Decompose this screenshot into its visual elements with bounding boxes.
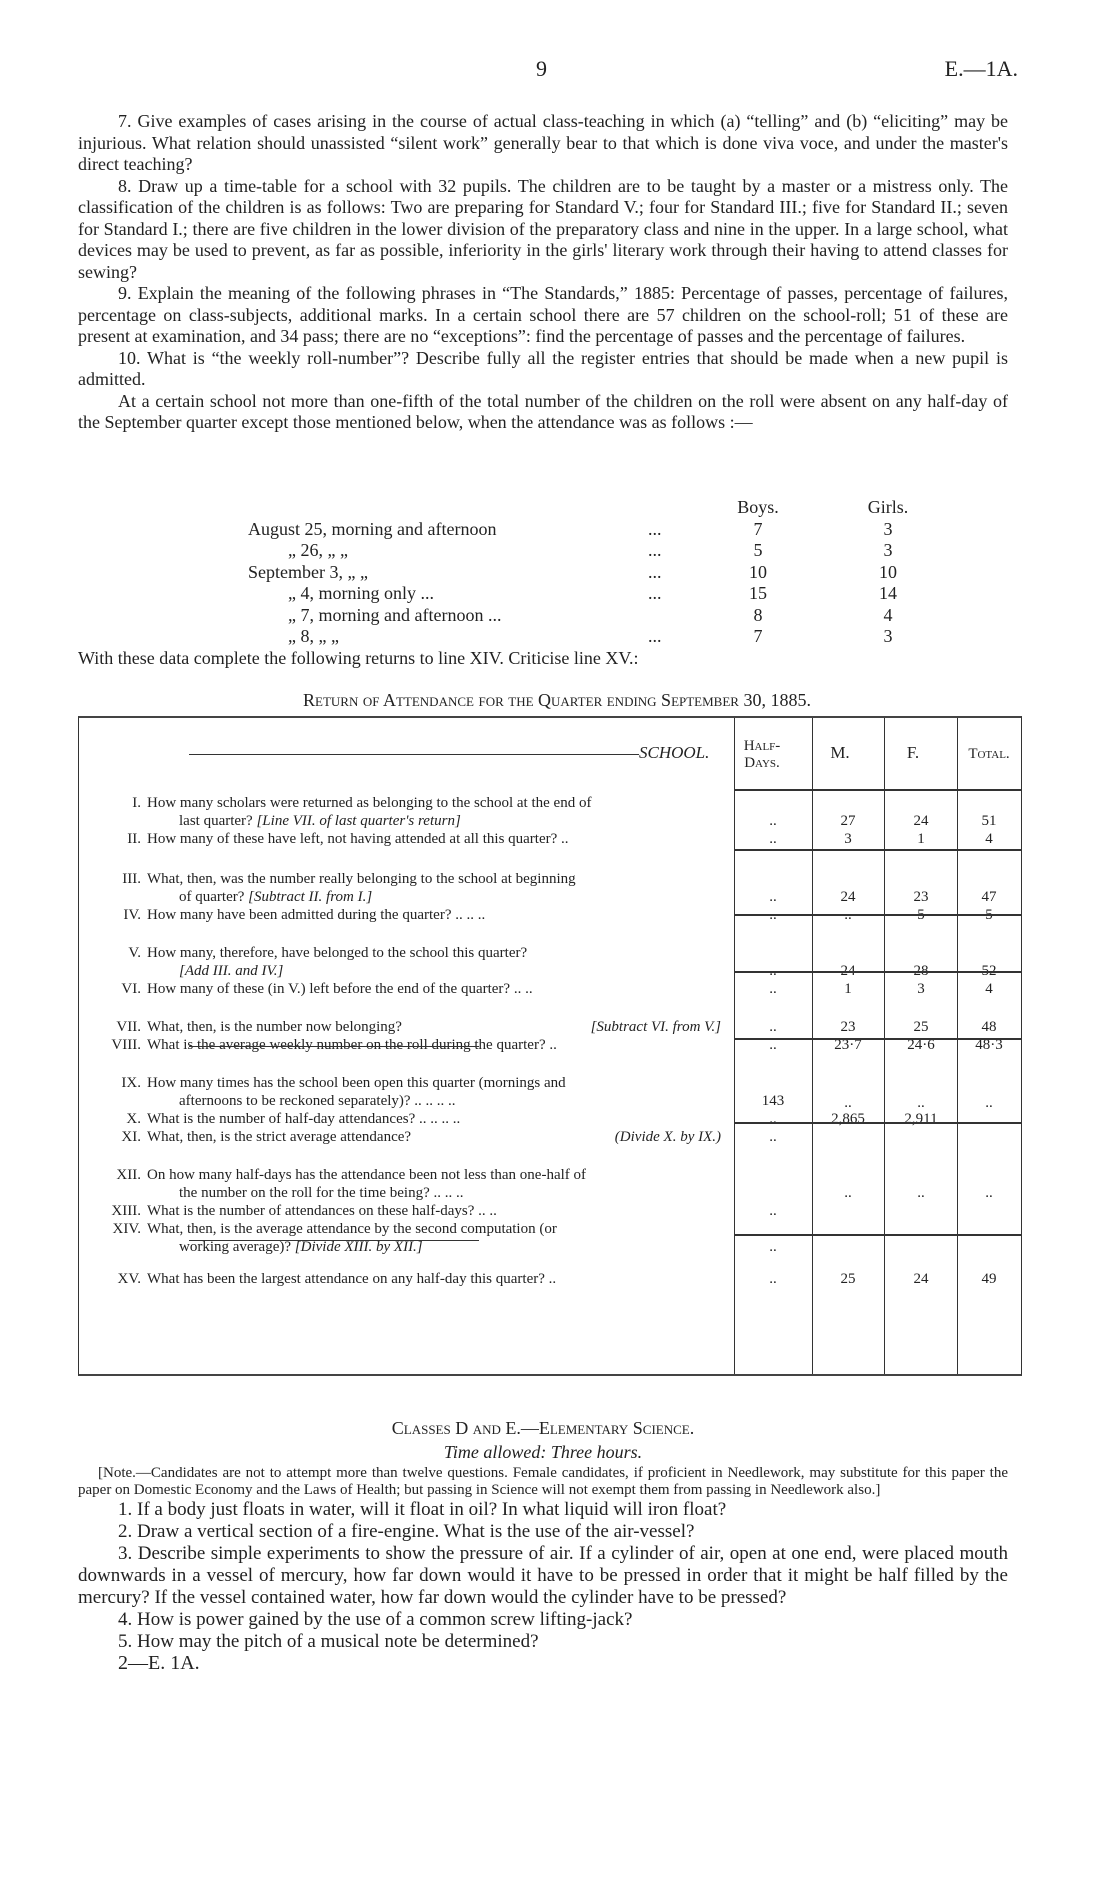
row-number: XIII. [111, 1203, 141, 1219]
cell-f: 25 [913, 1019, 929, 1035]
question-9: 9. Explain the meaning of the following phrases in “The Standards,” 1885: Percentage of passes, percentage of failures, percentage on class-subjects, additional marks. In a certain school there are 57 children on the school-roll; 51 of these are present at examination, and 34 pass; there are no “exceptions”: find the percentage of passes and the percentage of failures. [78, 283, 1008, 346]
attendance-boys: 8 [753, 604, 763, 625]
f-header: F. [906, 743, 920, 762]
row-question: How many scholars were returned as belonging to the school at the end of [147, 795, 592, 811]
m-header: M. [830, 743, 850, 762]
cell-f: 24 [913, 1271, 929, 1287]
attendance-row [248, 605, 968, 627]
cell-half-days: .. [769, 1129, 777, 1145]
cell-half-days: 143 [761, 1093, 785, 1109]
row-note: [Subtract VI. from V.] [590, 1019, 721, 1035]
cell-half-days: .. [769, 1271, 777, 1287]
cell-f: 24·6 [907, 1037, 935, 1053]
cell-half-days: .. [769, 1019, 777, 1035]
row-number: IX. [121, 1075, 141, 1091]
row-number: VII. [116, 1019, 141, 1035]
row-question: What, then, is the average attendance by the second computation (or [147, 1221, 557, 1237]
cell-f: 1 [917, 831, 925, 847]
cell-total: 4 [985, 831, 993, 847]
cell-f: 5 [917, 907, 925, 923]
return-of-attendance-table [78, 716, 1022, 1376]
attendance-dots: ... [648, 561, 662, 582]
rule-divider [734, 1234, 1021, 1236]
row-note: (Divide X. by IX.) [614, 1129, 721, 1145]
cell-half-days: .. [769, 1239, 777, 1255]
cell-total: 49 [981, 1271, 997, 1287]
document-reference: E.—1A. [944, 56, 1018, 81]
question-8: 8. Draw up a time-table for a school with 32 pupils. The children are to be taught by a master or a mistress only. The classification of the children is as follows: Two are preparing for Standard V.; four for Standard III.; five for Standard II.; seven for Standard I.; there are five children in the lower division of the preparatory class and nine in the upper. In a large school, what devices may be used to prevent, as far as possible, inferiority in the girls' literary work through their having to attend classes for sewing? [78, 175, 1008, 282]
science-question: 3. Describe simple experiments to show the pressure of air. If a cylinder of air, open at one end, were placed mouth downwards in a vessel of mercury, how far down would it have to be pressed in order that it might be half filled by the mercury? If the vessel contained water, how far down would the cylinder have to be pressed? [78, 1543, 1008, 1608]
cell-half-days: .. [769, 813, 777, 829]
row-question: How many have been admitted during the quarter? .. .. .. [147, 907, 486, 923]
cell-m: .. [844, 1185, 852, 1201]
cell-total: .. [985, 1095, 993, 1111]
row-question: What, then, was the number really belonging to the school at beginning [147, 871, 576, 887]
cell-half-days: .. [769, 1037, 777, 1053]
attendance-dots: ... [648, 583, 662, 603]
row-question-cont: of quarter? [179, 889, 245, 905]
cell-half-days: .. [769, 907, 777, 923]
cell-total: 48·3 [975, 1037, 1003, 1053]
cell-f: .. [917, 1185, 925, 1201]
attendance-boys: 10 [749, 561, 767, 582]
row-question: What, then, is the number now belonging? [147, 1019, 402, 1035]
attendance-footer: With these data complete the following returns to line XIV. Criticise line XV.: [78, 647, 639, 668]
cell-total: 4 [985, 981, 993, 997]
rule-divider [734, 914, 1021, 916]
questions-block [78, 111, 1008, 434]
cell-f: 2,911 [904, 1111, 938, 1127]
row-number: XII. [116, 1167, 141, 1183]
cell-m: 1 [844, 981, 852, 997]
attendance-girls: 14 [879, 583, 897, 603]
question-10: 10. What is “the weekly roll-number”? Describe fully all the register entries that should be made when a new pupil is admitted. [78, 347, 1008, 389]
attendance-row [248, 519, 968, 541]
row-number: IV. [123, 907, 141, 923]
row-question: What is the number of attendances on these half-days? .. .. [147, 1203, 497, 1219]
cell-total: 51 [981, 813, 997, 829]
science-note: [Note.—Candidates are not to attempt more than twelve questions. Female candidates, if proficient in Needlework, may substitute for this paper the paper on Domestic Economy and the Laws of Health; but passing in Science will not exempt them from passing in Needlework also.] [78, 1465, 1008, 1498]
row-number: X. [126, 1111, 141, 1127]
row-number: VI. [121, 981, 141, 997]
row-number: XV. [117, 1271, 141, 1287]
science-question: 4. How is power gained by the use of a common screw lifting-jack? [118, 1609, 633, 1630]
girls-header: Girls. [867, 497, 909, 517]
attendance-boys: 7 [753, 518, 763, 539]
cell-m: 25 [840, 1271, 856, 1287]
page-number: 9 [536, 56, 547, 81]
attendance-row [248, 540, 968, 562]
row-note: [Divide XIII. by XII.] [294, 1239, 423, 1255]
attendance-dots: ... [648, 540, 662, 560]
science-section [78, 1418, 1008, 1675]
row-note: [Add III. and IV.] [179, 963, 284, 979]
cell-m: 27 [840, 813, 856, 829]
time-allowed: Time allowed: Three hours. [443, 1441, 643, 1462]
cell-m: 24 [840, 963, 856, 979]
science-question: 1. If a body just floats in water, will it float in oil? In what liquid will iron float? [118, 1499, 727, 1520]
row-note: [Subtract II. from I.] [248, 889, 373, 905]
total-header: Total. [968, 746, 1010, 762]
row-question: What, then, is the strict average attendance? [147, 1129, 412, 1145]
cell-half-days: .. [769, 963, 777, 979]
attendance-intro: At a certain school not more than one-fifth of the total number of the children on the roll were absent on any half-day of the September quarter except those mentioned below, when the attendance was as follows :— [78, 390, 1008, 432]
row-question: On how many half-days has the attendance been not less than one-half of [147, 1167, 587, 1183]
row-question-cont: last quarter? [179, 813, 253, 829]
cell-half-days: .. [769, 889, 777, 905]
row-question: How many of these (in V.) left before the end of the quarter? .. .. [147, 981, 533, 997]
science-question: 5. How may the pitch of a musical note be determined? [118, 1631, 539, 1652]
cell-f: .. [917, 1095, 925, 1111]
cell-total: 5 [985, 907, 993, 923]
cell-m: 3 [844, 831, 852, 847]
row-question: How many of these have left, not having attended at all this quarter? .. [147, 831, 569, 847]
cell-f: 24 [913, 813, 929, 829]
attendance-date: „ 26, „ „ [288, 540, 348, 560]
row-question: What has been the largest attendance on any half-day this quarter? .. [147, 1271, 557, 1287]
school-label: SCHOOL. [639, 743, 710, 762]
attendance-list [78, 497, 1008, 669]
signature-ref: 2—E. 1A. [118, 1652, 200, 1674]
attendance-dots [648, 605, 708, 627]
cell-total: 48 [981, 1019, 997, 1035]
cell-half-days: .. [769, 1111, 777, 1127]
cell-total: 47 [981, 889, 997, 905]
cell-total: 52 [981, 963, 997, 979]
cell-f: 3 [917, 981, 925, 997]
row-number: XIV. [112, 1221, 141, 1237]
row-question-cont: the number on the roll for the time being? .. .. .. [179, 1185, 464, 1201]
row-number: II. [127, 831, 141, 847]
row-question: What is the number of half-day attendances? .. .. .. .. [147, 1111, 461, 1127]
cell-half-days: .. [769, 981, 777, 997]
half-days-header: Half-Days. [743, 738, 781, 771]
row-number: I. [132, 795, 141, 811]
question-7: 7. Give examples of cases arising in the course of actual class-teaching in which (a) “telling” and (b) “eliciting” may be injurious. What relation should unassisted “silent work” generally bear to that which is done viva voce, and under the master's direct teaching? [78, 111, 1008, 174]
attendance-boys: 7 [753, 626, 763, 646]
rule-divider [734, 1038, 1021, 1040]
cell-f: 28 [913, 963, 929, 979]
row-question-cont: afternoons to be reckoned separately)? .. .. .. .. [179, 1093, 456, 1109]
rule-divider [734, 849, 1021, 851]
cell-half-days: .. [769, 831, 777, 847]
attendance-dots: ... [648, 518, 662, 539]
science-title: Classes D and E.—Elementary Science. [391, 1418, 695, 1438]
attendance-boys: 5 [753, 540, 763, 560]
cell-m: .. [844, 1095, 852, 1111]
attendance-row [248, 626, 968, 648]
cell-half-days: .. [769, 1203, 777, 1219]
row-number: V. [128, 945, 141, 961]
attendance-date: „ 8, „ „ [288, 626, 339, 646]
rule-divider [734, 1122, 1021, 1124]
row-note: [Line VII. of last quarter's return] [256, 813, 461, 829]
row-number: III. [122, 871, 141, 887]
cell-m: 23·7 [834, 1037, 862, 1053]
science-question: 2. Draw a vertical section of a fire-engine. What is the use of the air-vessel? [118, 1521, 695, 1542]
return-caption: Return of Attendance for the Quarter ending September 30, 1885. [303, 690, 811, 710]
attendance-date: „ 4, morning only ... [288, 583, 434, 603]
rule-divider [189, 1240, 479, 1241]
attendance-row [248, 583, 968, 605]
row-question: What is the average weekly number on the roll during the quarter? .. [147, 1037, 557, 1053]
attendance-date: September 3, „ „ [248, 561, 368, 582]
row-question: How many times has the school been open this quarter (mornings and [147, 1075, 566, 1091]
row-number: XI. [121, 1129, 141, 1145]
row-number: VIII. [111, 1037, 141, 1053]
cell-m: 23 [840, 1019, 856, 1035]
rule-divider [189, 1046, 479, 1047]
attendance-girls: 3 [883, 626, 893, 646]
cell-m: 24 [840, 889, 856, 905]
attendance-date: August 25, morning and afternoon [248, 518, 497, 539]
attendance-row [248, 562, 968, 584]
attendance-girls: 4 [883, 604, 893, 625]
cell-f: 23 [913, 889, 929, 905]
row-question-cont: working average)? [179, 1239, 292, 1255]
attendance-dots: ... [648, 626, 662, 646]
attendance-date: „ 7, morning and afternoon ... [288, 604, 502, 625]
attendance-girls: 3 [883, 540, 893, 560]
attendance-girls: 10 [879, 561, 897, 582]
boys-header: Boys. [737, 497, 779, 517]
cell-m: .. [844, 907, 852, 923]
cell-total: .. [985, 1185, 993, 1201]
rule-divider [734, 971, 1021, 973]
cell-m: 2,865 [831, 1111, 865, 1127]
attendance-girls: 3 [883, 518, 893, 539]
row-question: How many, therefore, have belonged to the school this quarter? [147, 945, 528, 961]
attendance-boys: 15 [749, 583, 767, 603]
